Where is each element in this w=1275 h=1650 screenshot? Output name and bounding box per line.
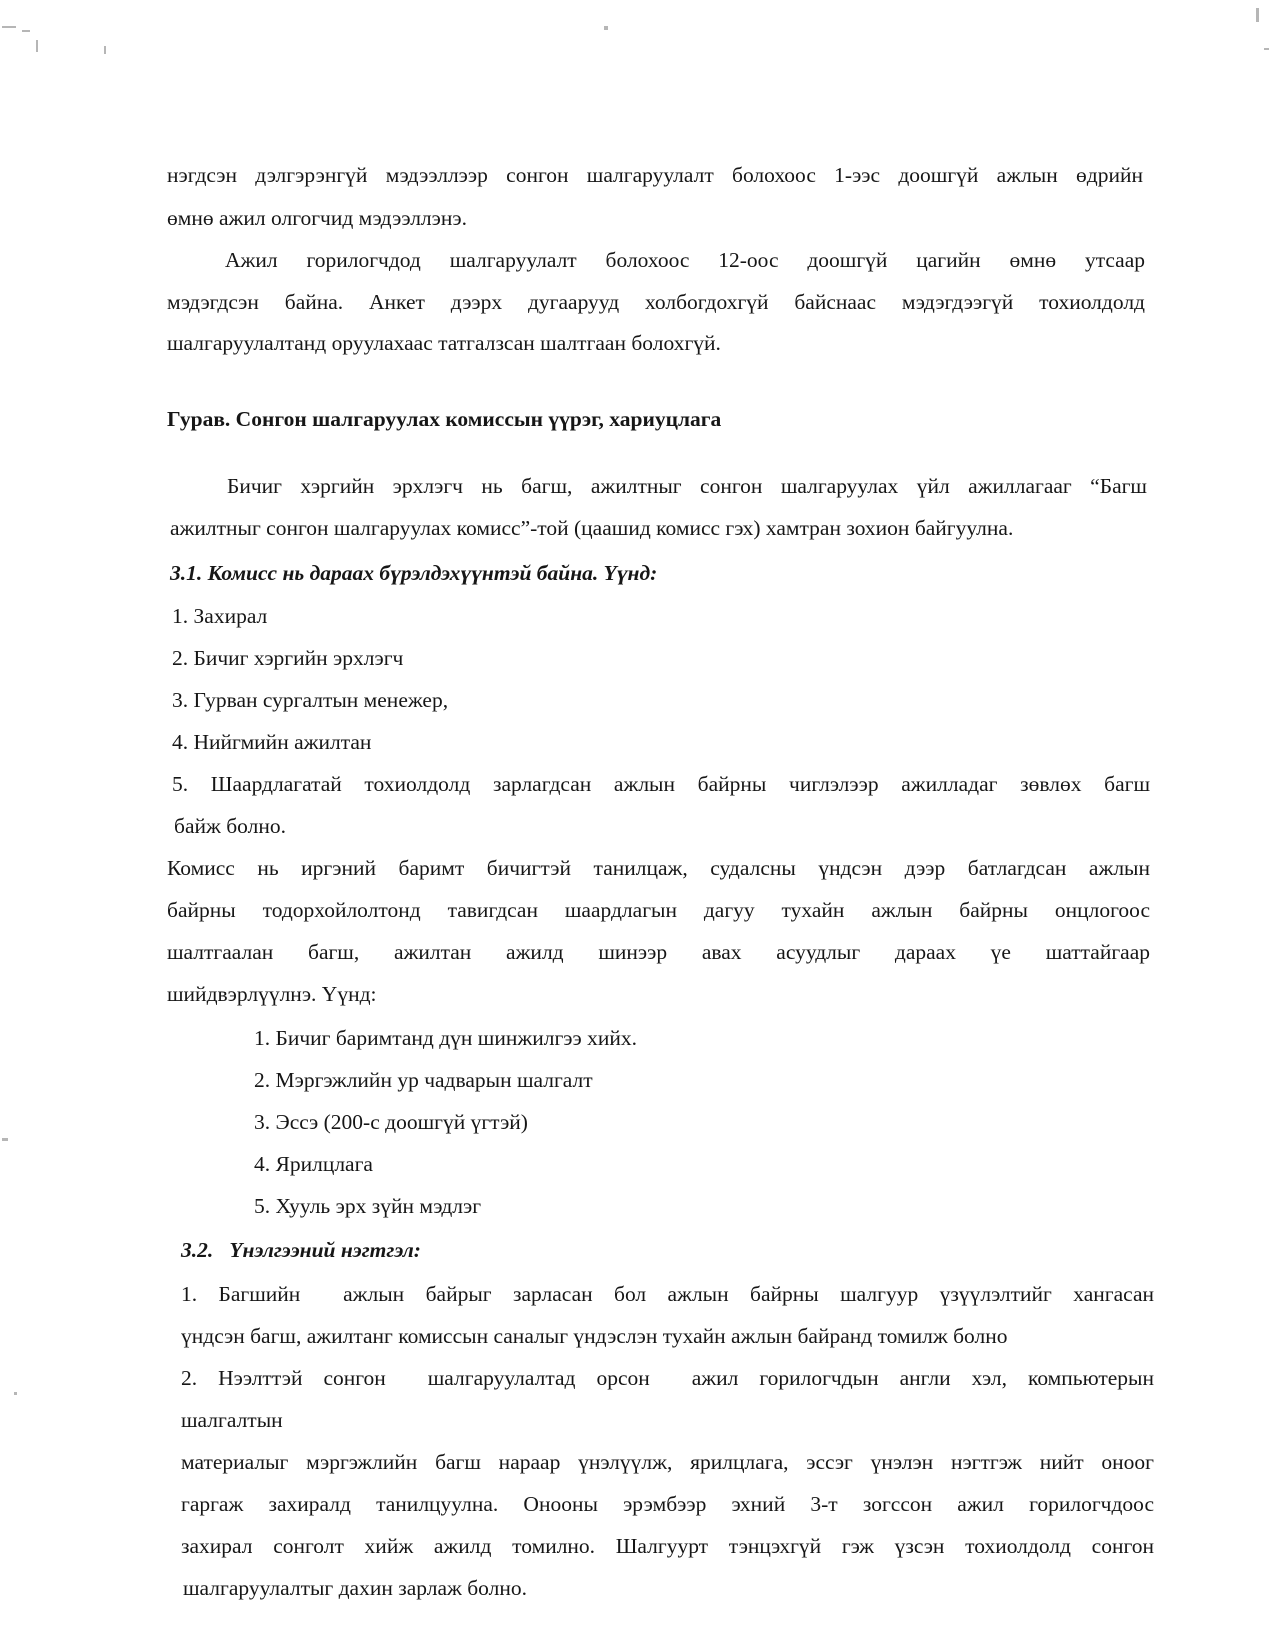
list-item: материалыг мэргэжлийн багш нараар үнэлүүлж, ярилцлага, эссэг үнэлэн нэгтгэж нийт оноог bbox=[181, 1450, 1154, 1474]
paragraph-line: Бичиг хэргийн эрхлэгч нь багш, ажилтныг сонгон шалгаруулах үйл ажиллагааг “Багш bbox=[227, 474, 1147, 498]
paragraph-line: Комисс нь иргэний баримт бичигтэй танилцаж, судалсны үндсэн дээр батлагдсан ажлын bbox=[167, 856, 1150, 880]
list-item: 2. Мэргэжлийн ур чадварын шалгалт bbox=[254, 1068, 593, 1092]
intro-line: өмнө ажил олгогчид мэдээллэнэ. bbox=[167, 206, 467, 230]
scan-speck bbox=[1256, 8, 1259, 22]
list-item: 3. Эссэ (200-с доошгүй үгтэй) bbox=[254, 1110, 528, 1134]
scan-speck bbox=[22, 30, 30, 32]
scan-speck bbox=[14, 1392, 17, 1395]
list-item: шалгалтын bbox=[181, 1408, 283, 1432]
list-item: 1. Багшийн ажлын байрыг зарласан бол ажлын байрны шалгуур үзүүлэлтийг хангасан bbox=[181, 1282, 1154, 1306]
list-item: захирал сонголт хийж ажилд томилно. Шалгуурт тэнцэхгүй гэж үзсэн тохиолдолд сонгон bbox=[181, 1534, 1154, 1558]
list-item: шалгаруулалтыг дахин зарлаж болно. bbox=[183, 1576, 528, 1600]
list-item: үндсэн багш, ажилтанг комиссын саналыг үндэслэн тухайн ажлын байранд томилж болно bbox=[181, 1324, 1008, 1348]
scan-speck bbox=[2, 26, 16, 28]
list-item: 5. Шаардлагатай тохиолдолд зарлагдсан ажлын байрны чиглэлээр ажилладаг зөвлөх багш bbox=[172, 772, 1150, 796]
list-item: 1. Захирал bbox=[172, 604, 268, 628]
paragraph-line: шалгаруулалтанд оруулахаас татгалзсан шалтгаан болохгүй. bbox=[167, 331, 721, 355]
section-heading: Гурав. Сонгон шалгаруулах комиссын үүрэг, хариуцлага bbox=[167, 407, 722, 431]
list-item: байж болно. bbox=[174, 814, 286, 838]
list-item: гаргаж захиралд танилцуулна. Онооны эрэмбээр эхний 3-т зогссон ажил горилогчдоос bbox=[181, 1492, 1154, 1516]
paragraph-line: Ажил горилогчдод шалгаруулалт болохоос 12-оос доошгүй цагийн өмнө утсаар bbox=[225, 248, 1145, 272]
list-item: 2. Нээлттэй сонгон шалгаруулалтад орсон ажил горилогчдын англи хэл, компьютерын bbox=[181, 1366, 1154, 1390]
scan-speck bbox=[36, 40, 38, 52]
scan-speck bbox=[104, 46, 106, 54]
paragraph-line: шийдвэрлүүлнэ. Үүнд: bbox=[167, 982, 377, 1006]
list-item: 3. Гурван сургалтын менежер, bbox=[172, 688, 449, 712]
list-item: 2. Бичиг хэргийн эрхлэгч bbox=[172, 646, 404, 670]
subsection-heading: 3.1. Комисс нь дараах бүрэлдэхүүнтэй байна. Үүнд: bbox=[170, 561, 658, 585]
paragraph-line: шалтгаалан багш, ажилтан ажилд шинээр авах асуудлыг дараах үе шаттайгаар bbox=[167, 940, 1150, 964]
scan-speck bbox=[604, 26, 608, 30]
intro-line: нэгдсэн дэлгэрэнгүй мэдээллээр сонгон шалгаруулалт болохоос 1-ээс доошгүй ажлын өдрийн bbox=[167, 163, 1143, 187]
list-item: 4. Нийгмийн ажилтан bbox=[172, 730, 372, 754]
scan-speck bbox=[2, 1138, 8, 1141]
subsection-heading: 3.2. Үнэлгээний нэгтгэл: bbox=[181, 1238, 421, 1262]
paragraph-line: мэдэгдсэн байна. Анкет дээрх дугаарууд холбогдохгүй байснаас мэдэгдээгүй тохиолдолд bbox=[167, 290, 1145, 314]
scan-speck bbox=[1264, 48, 1269, 50]
paragraph-line: ажилтныг сонгон шалгаруулах комисс”-той (цаашид комисс гэх) хамтран зохион байгуулна. bbox=[170, 516, 1014, 540]
paragraph-line: байрны тодорхойлолтонд тавигдсан шаардлагын дагуу тухайн ажлын байрны онцлогоос bbox=[167, 898, 1150, 922]
list-item: 5. Хууль эрх зүйн мэдлэг bbox=[254, 1194, 482, 1218]
list-item: 1. Бичиг баримтанд дүн шинжилгээ хийх. bbox=[254, 1026, 637, 1050]
list-item: 4. Ярилцлага bbox=[254, 1152, 373, 1176]
